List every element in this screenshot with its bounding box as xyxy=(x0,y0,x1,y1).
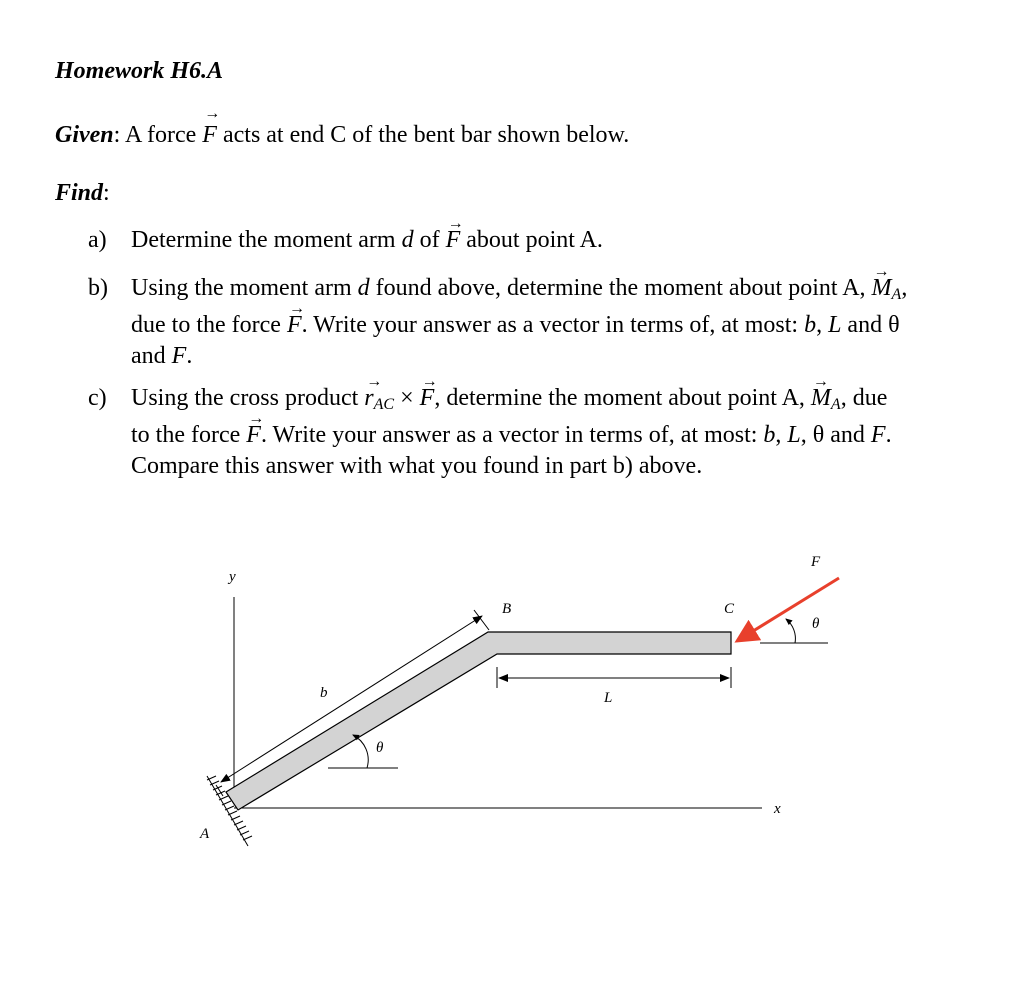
question-c-text-1: Using the cross product xyxy=(131,385,359,411)
moment-subscript: A xyxy=(891,286,902,303)
question-c-label: c) xyxy=(88,385,107,411)
theta-label-bar: θ xyxy=(376,740,384,756)
point-A-label: A xyxy=(200,826,210,842)
question-c-period: . xyxy=(885,422,892,448)
bent-bar xyxy=(226,632,731,810)
force-vector-symbol: → F xyxy=(246,420,261,451)
moment-vector-symbol: → M xyxy=(872,273,892,304)
question-b-period: . xyxy=(186,343,193,369)
question-b-text-5: . Write your answer as a vector in terms of, at most: xyxy=(301,312,799,338)
question-a-text-3: about point A. xyxy=(466,227,603,253)
var-b: b xyxy=(804,312,817,338)
moment-subscript: A xyxy=(830,396,841,413)
question-a-text-2: of xyxy=(419,227,440,253)
question-c-text-2: , determine the moment about point A, xyxy=(434,385,805,411)
position-vector-symbol: → r xyxy=(364,383,373,414)
angle-arc-2 xyxy=(786,619,795,643)
question-b-text-6: and θ xyxy=(847,312,900,338)
force-vector-symbol: → F xyxy=(446,225,461,256)
dim-b-label: b xyxy=(320,685,328,701)
question-b-text-1: Using the moment arm xyxy=(131,275,352,301)
question-c-text-7: Compare this answer with what you found in part b) above. xyxy=(131,453,703,479)
point-B-label: B xyxy=(502,601,512,617)
given-label: Given xyxy=(55,122,114,148)
dim-b-line xyxy=(221,616,482,782)
var-L: L xyxy=(787,422,801,448)
var-b: b xyxy=(763,422,776,448)
var-L: L xyxy=(828,312,842,338)
force-vector-symbol: → F xyxy=(202,122,217,149)
question-b-comma: , xyxy=(901,275,908,301)
given-text-after: acts at end C of the bent bar shown below. xyxy=(222,122,630,148)
question-b-text-4: due to the force xyxy=(131,312,281,338)
question-c-sep-1: , xyxy=(775,422,782,448)
var-F: F xyxy=(870,422,886,448)
find-heading: Find: xyxy=(55,180,110,206)
x-axis-label: x xyxy=(774,801,781,817)
page-title: Homework H6.A xyxy=(55,58,224,84)
given-statement: Given: A force → F acts at end C of the bent bar shown below. xyxy=(55,122,629,149)
theta-label-force: θ xyxy=(812,616,820,632)
question-b-label: b) xyxy=(88,275,108,301)
position-subscript: AC xyxy=(373,396,395,413)
point-C-label: C xyxy=(724,601,735,617)
var-F: F xyxy=(171,343,187,369)
question-c-text-4: to the force xyxy=(131,422,241,448)
question-b-sep: , xyxy=(816,312,823,338)
question-b-text-7: and xyxy=(131,343,166,369)
moment-arm-symbol: d xyxy=(401,227,414,253)
question-c-text-5: . Write your answer as a vector in terms of, at most: xyxy=(260,422,758,448)
moment-arm-symbol: d xyxy=(357,275,370,301)
question-a-text-1: Determine the moment arm xyxy=(131,227,396,253)
force-vector-symbol: → F xyxy=(420,383,435,414)
question-a-label: a) xyxy=(88,227,107,253)
given-text-before: A force xyxy=(125,122,197,148)
force-label: F xyxy=(811,554,821,570)
force-vector-symbol: → F xyxy=(287,310,302,341)
question-b-text-2: found above, determine the moment about point A, xyxy=(375,275,866,301)
dim-L-label: L xyxy=(604,690,613,706)
moment-vector-symbol: → M xyxy=(811,383,831,414)
question-c-sep-2: , θ and xyxy=(800,422,865,448)
y-axis-label: y xyxy=(229,569,236,585)
cross-operator: × xyxy=(400,385,414,411)
question-c-text-3: , due xyxy=(840,385,888,411)
force-arrow xyxy=(737,578,839,641)
